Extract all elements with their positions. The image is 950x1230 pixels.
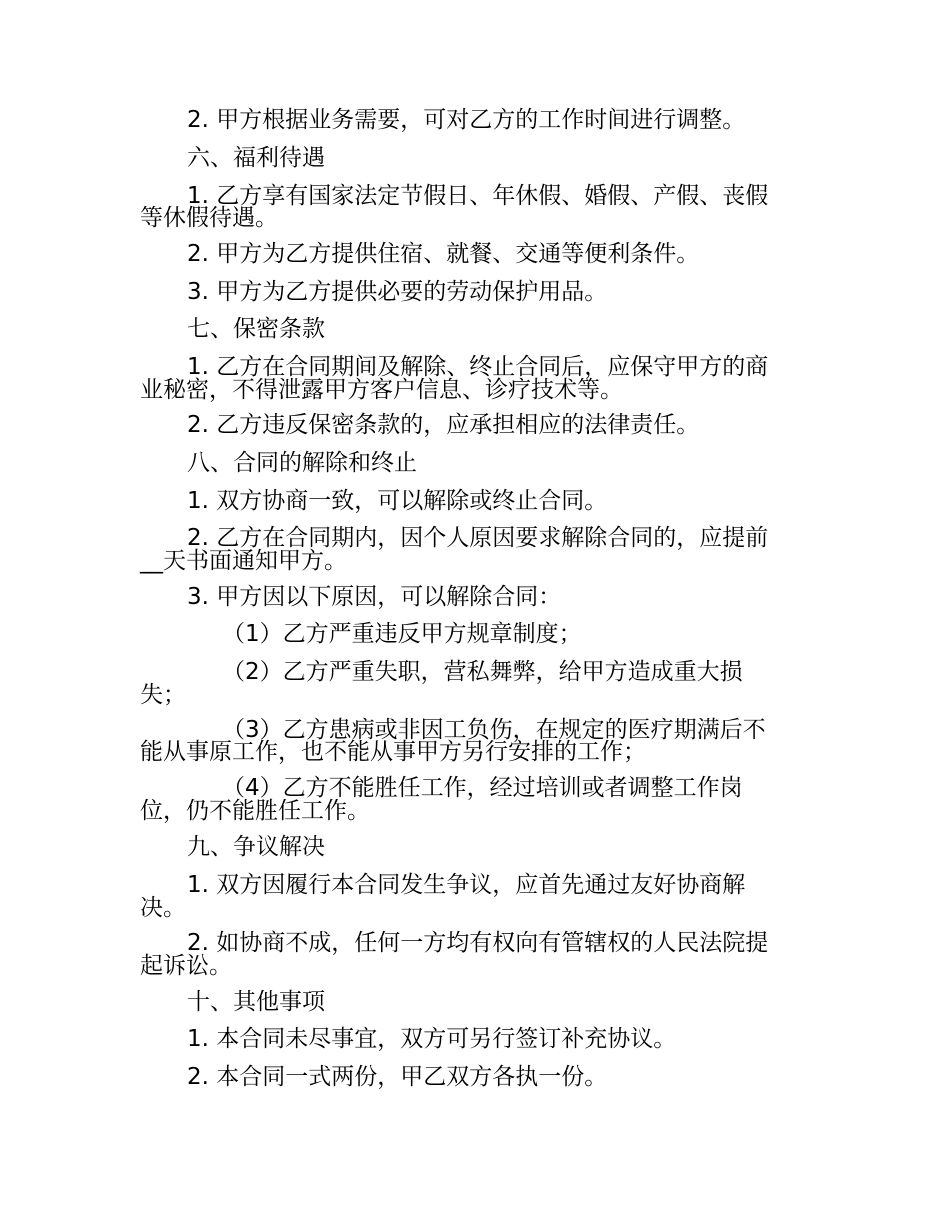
- clause-continuation: 失；: [140, 682, 186, 708]
- clause-line: 1. 本合同未尽事宜，双方可另行签订补充协议。: [187, 1026, 677, 1052]
- section-heading: 十、其他事项: [187, 989, 325, 1015]
- sub-clause-line: （4）乙方不能胜任工作，经过培训或者调整工作岗: [222, 775, 743, 801]
- clause-continuation: 等休假待遇。: [140, 205, 278, 231]
- clause-line: 2. 甲方为乙方提供住宿、就餐、交通等便利条件。: [187, 241, 700, 267]
- clause-line: 2. 甲方根据业务需要，可对乙方的工作时间进行调整。: [187, 107, 746, 133]
- clause-continuation: __天书面通知甲方。: [140, 548, 347, 574]
- clause-line: 1. 双方协商一致，可以解除或终止合同。: [187, 488, 608, 514]
- sub-clause-line: （1）乙方严重违反甲方规章制度；: [222, 621, 582, 647]
- clause-line: 2. 乙方违反保密条款的，应承担相应的法律责任。: [187, 412, 700, 438]
- clause-line: 3. 甲方为乙方提供必要的劳动保护用品。: [187, 279, 608, 305]
- clause-continuation: 起诉讼。: [140, 953, 232, 979]
- clause-continuation: 能从事原工作，也不能从事甲方另行安排的工作；: [140, 739, 646, 765]
- sub-clause-line: （2）乙方严重失职，营私舞弊，给甲方造成重大损: [222, 659, 743, 685]
- clause-continuation: 决。: [140, 895, 186, 921]
- section-heading: 九、争议解决: [187, 834, 325, 860]
- sub-clause-line: （3）乙方患病或非因工负伤，在规定的医疗期满后不: [222, 717, 766, 743]
- section-heading: 六、福利待遇: [187, 145, 325, 171]
- clause-continuation: 位，仍不能胜任工作。: [140, 798, 370, 824]
- clause-line: 1. 乙方享有国家法定节假日、年休假、婚假、产假、丧假: [187, 183, 769, 209]
- clause-continuation: 业秘密，不得泄露甲方客户信息、诊疗技术等。: [140, 377, 623, 403]
- section-heading: 七、保密条款: [187, 316, 325, 342]
- section-heading: 八、合同的解除和终止: [187, 450, 417, 476]
- clause-line: 1. 双方因履行本合同发生争议，应首先通过友好协商解: [187, 872, 746, 898]
- clause-line: 3. 甲方因以下原因，可以解除合同：: [187, 584, 562, 610]
- clause-line: 1. 乙方在合同期间及解除、终止合同后，应保守甲方的商: [187, 354, 769, 380]
- clause-line: 2. 如协商不成，任何一方均有权向有管辖权的人民法院提: [187, 930, 769, 956]
- clause-line: 2. 乙方在合同期内，因个人原因要求解除合同的，应提前: [187, 525, 769, 551]
- clause-line: 2. 本合同一式两份，甲乙双方各执一份。: [187, 1064, 608, 1090]
